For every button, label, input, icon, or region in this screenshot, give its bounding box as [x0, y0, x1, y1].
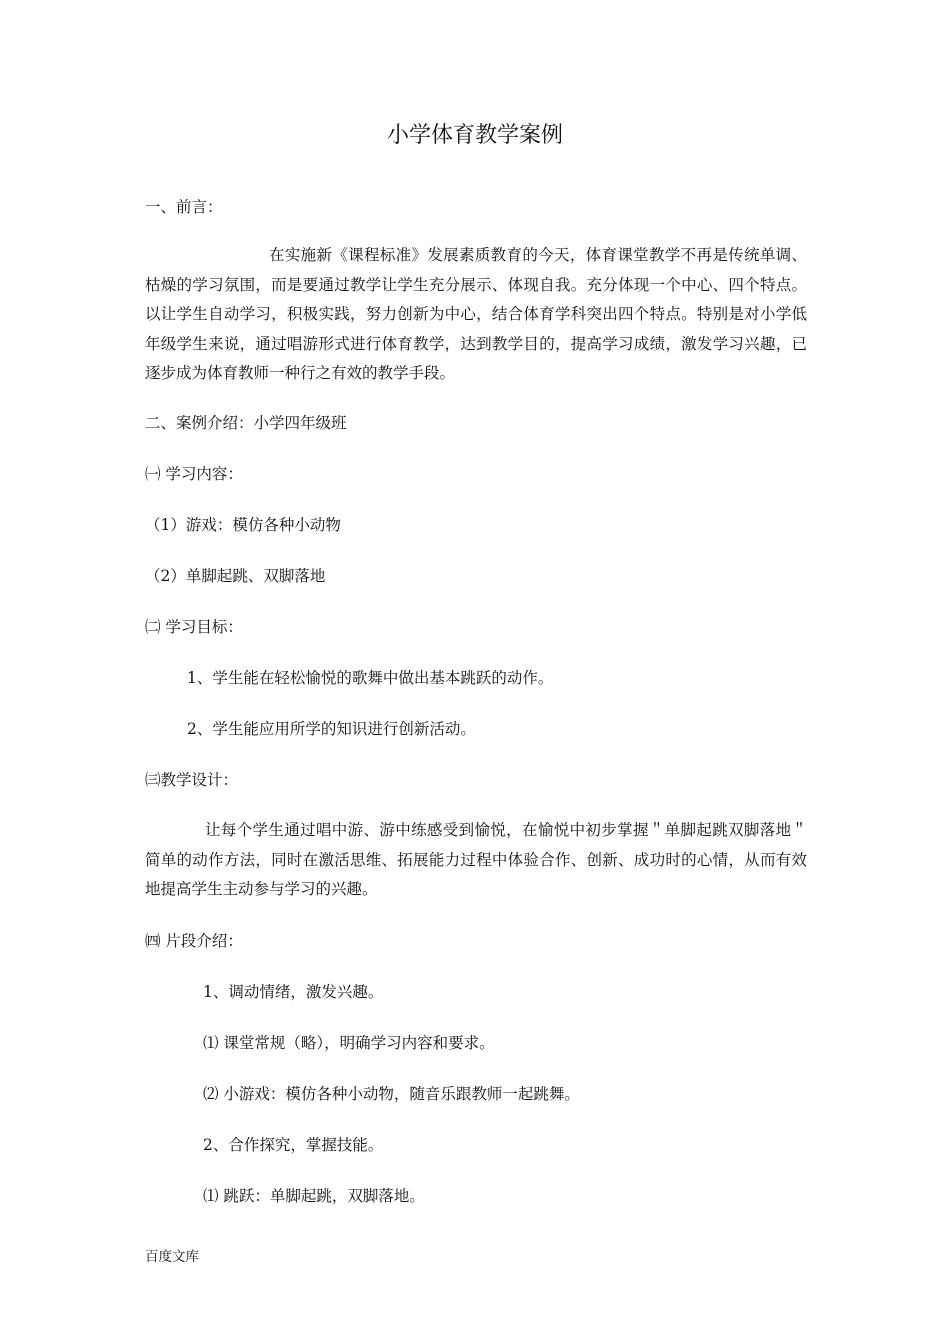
- content-item-2: （2）单脚起跳、双脚落地: [145, 567, 326, 585]
- segment-item-2a: ⑴ 跳跃：单脚起跳，双脚落地。: [203, 1187, 425, 1205]
- goals-heading: ㈡ 学习目标：: [145, 618, 243, 636]
- segment-item-1: 1、调动情绪，激发兴趣。: [203, 983, 384, 1001]
- segment-item-1a: ⑴ 课堂常规（略），明确学习内容和要求。: [203, 1034, 495, 1052]
- segment-item-1b: ⑵ 小游戏：模仿各种小动物，随音乐跟教师一起跳舞。: [203, 1085, 580, 1103]
- preface-heading: 一、前言：: [145, 198, 223, 216]
- design-heading: ㈢教学设计：: [145, 771, 239, 789]
- preface-paragraph: 在实施新《课程标准》发展素质教育的今天，体育课堂教学不再是传统单调、枯燥的学习氛围，而是要通过教学让学生充分展示、体现自我。充分体现一个中心、四个特点。以让学生自动学习，积极实践，努力创新为中心，结合体育学科突出四个特点。特别是对小学低年级学生来说，通过唱游形式进行体育教学，达到教学目的，提高学习成绩，激发学习兴趣，已逐步成为体育教师一种行之有效的教学手段。: [145, 246, 807, 382]
- design-paragraph: 让每个学生通过唱中游、游中练感受到愉悦，在愉悦中初步掌握＂单脚起跳双脚落地＂简单的动作方法，同时在激活思维、拓展能力过程中体验合作、创新、成功时的心情，从而有效地提高学生主动参与学习的兴趣。: [145, 821, 807, 898]
- segments-heading: ㈣ 片段介绍：: [145, 932, 243, 950]
- case-heading: 二、案例介绍：小学四年级班: [145, 414, 347, 432]
- goal-item-1: 1、学生能在轻松愉悦的歌舞中做出基本跳跃的动作。: [187, 669, 554, 687]
- segment-item-2: 2、合作探究，掌握技能。: [203, 1136, 384, 1154]
- goal-item-2: 2、学生能应用所学的知识进行创新活动。: [187, 720, 476, 738]
- page-footer: 百度文库: [145, 1249, 199, 1265]
- document-title: 小学体育教学案例: [386, 123, 563, 148]
- content-heading: ㈠ 学习内容：: [145, 465, 243, 483]
- content-item-1: （1）游戏：模仿各种小动物: [145, 516, 341, 534]
